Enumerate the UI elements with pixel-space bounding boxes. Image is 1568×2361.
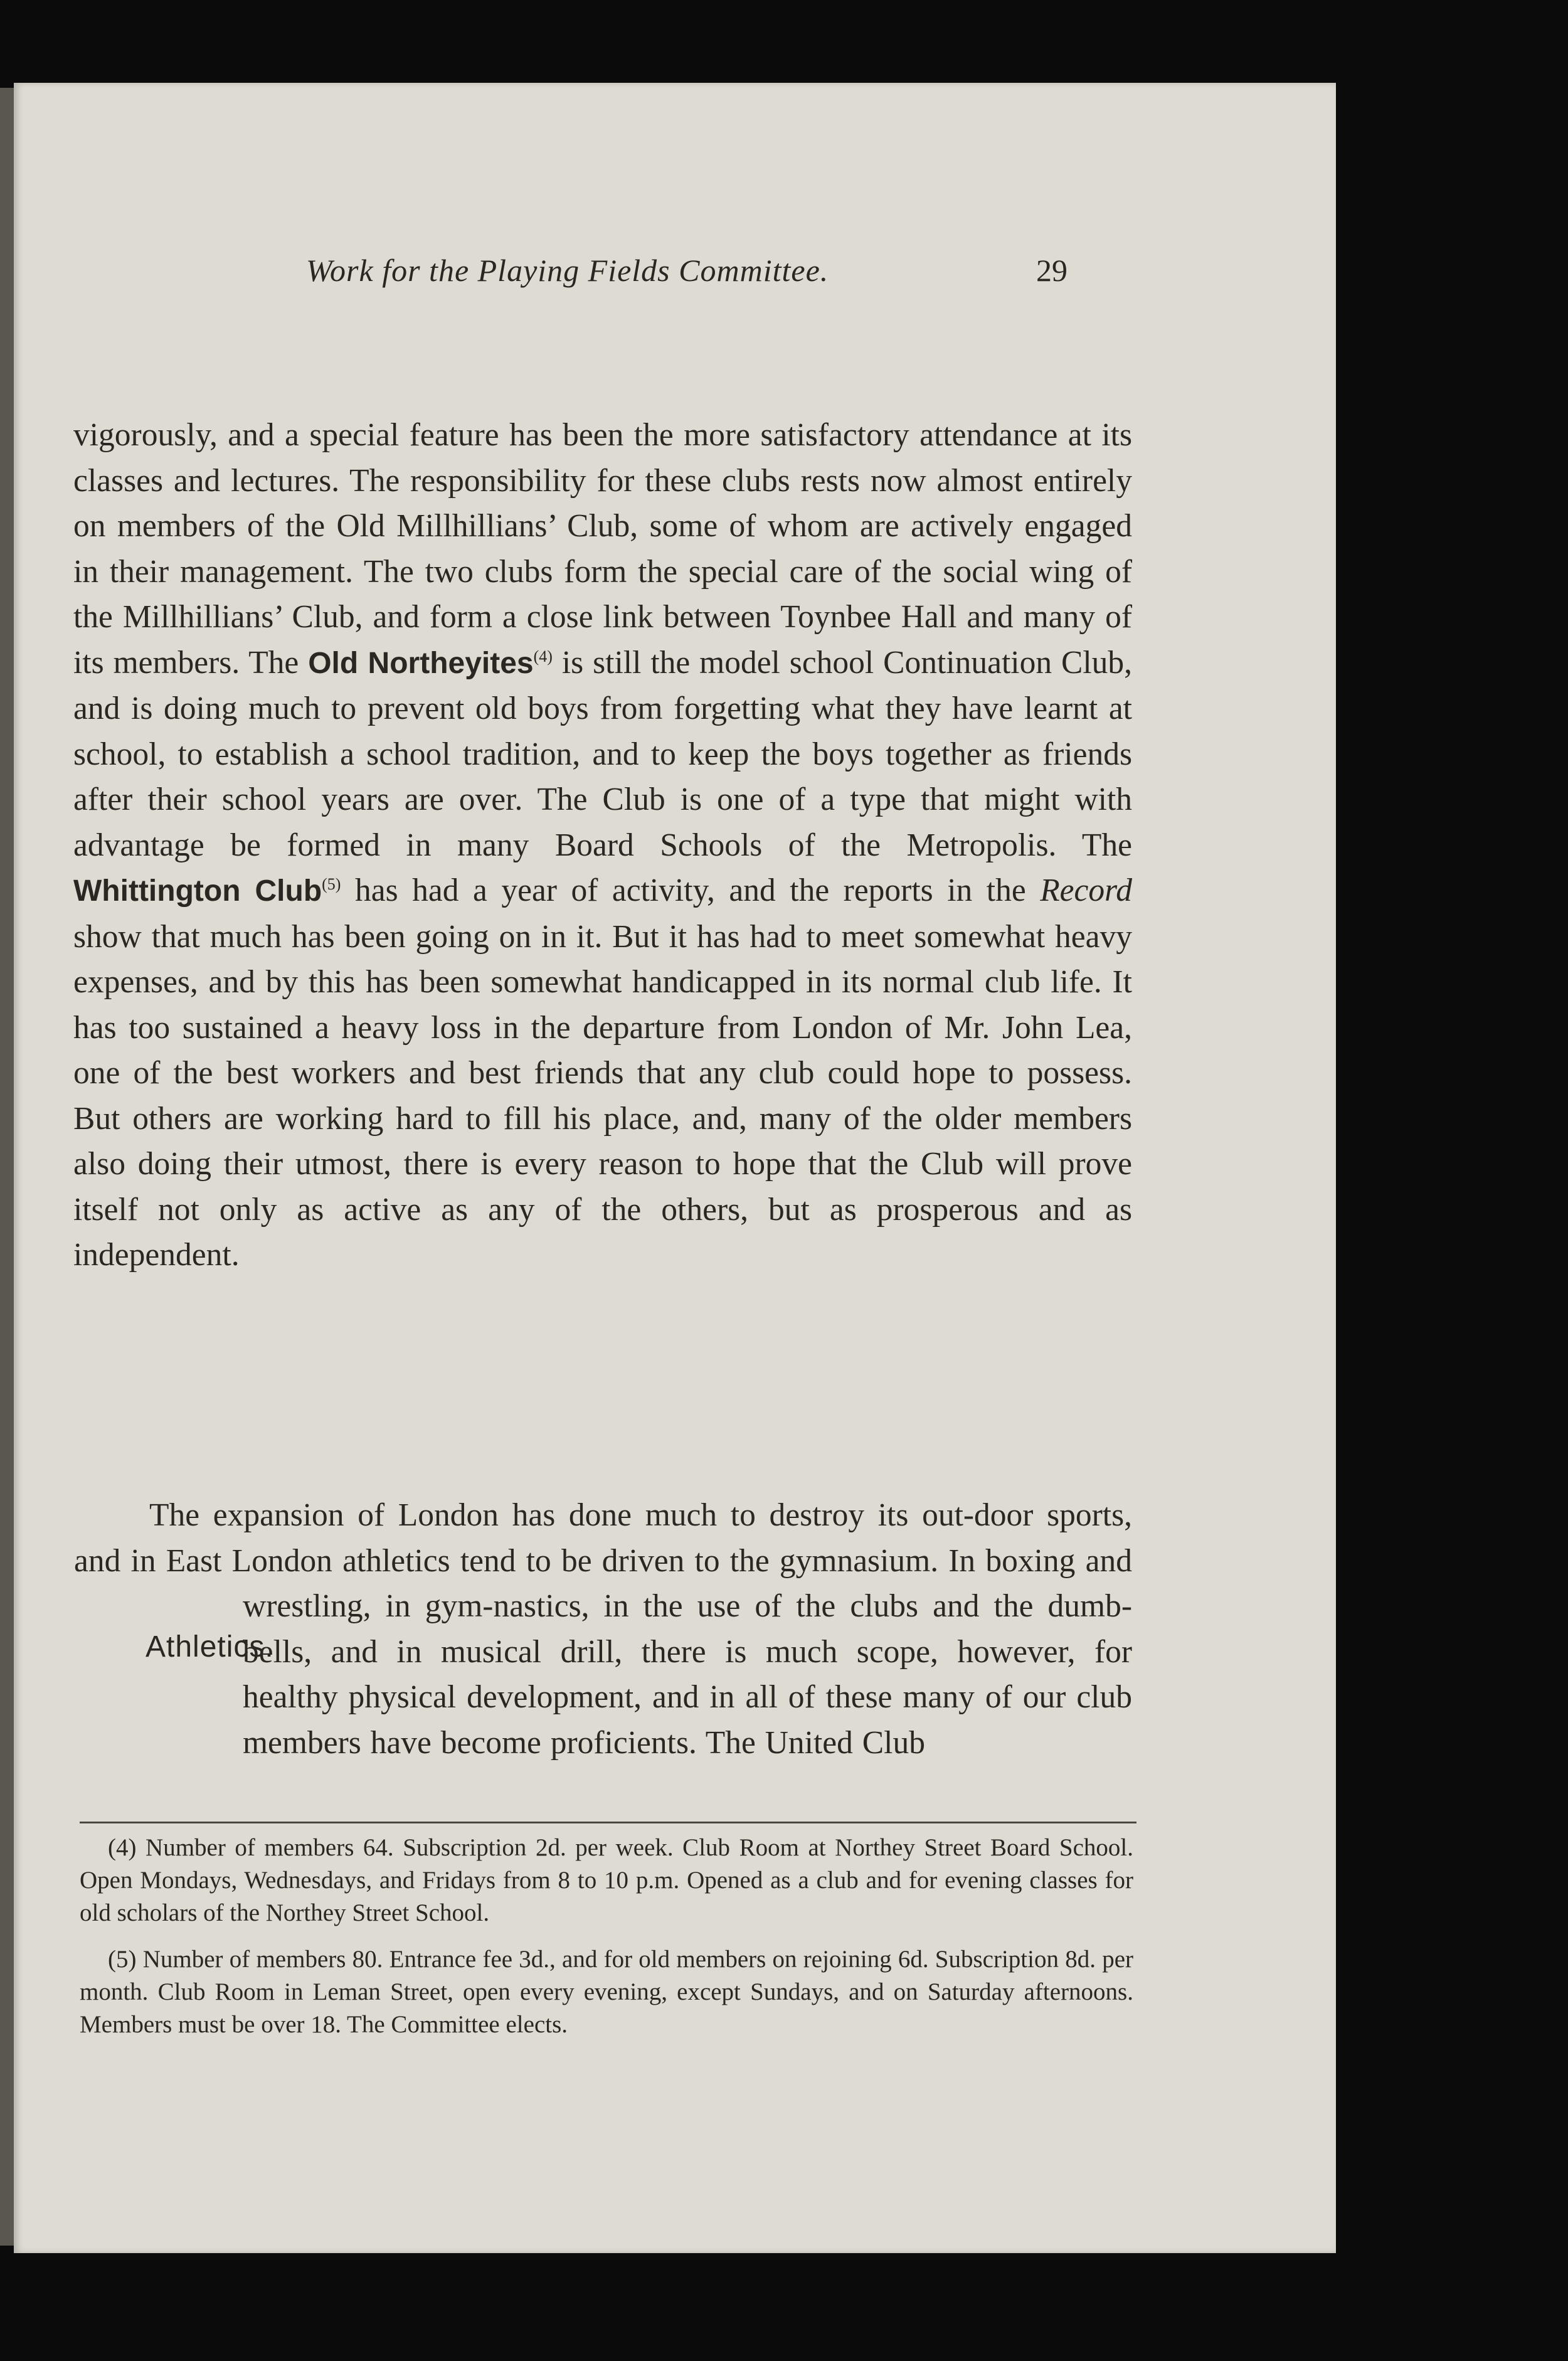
footnote-divider [80, 1822, 1136, 1823]
footnote-ref-5: (5) [322, 874, 341, 893]
running-title: Work for the Playing Fields Committee. [306, 253, 829, 288]
footnote-5: (5) Number of members 80. Entrance fee 3d., and for old members on rejoining 6d. Subscription 8d. per month. Club Room in Leman Street, open every evening, except Sundays, and on Saturday afternoons. Members must be over 18. The Committee elects. [80, 1946, 1133, 2038]
paragraph1-text-b: is still the model school Continuation Club, and is doing much to prevent old boys from forgetting what they have learnt at school, to establish a school tradition, and to keep the boys together as friends after their school years are over. The Club is one of a type that might with advantage be formed in many Board Schools of the Metropolis. The [73, 644, 1133, 863]
paragraph1-text-a: vigorously, and a special feature has been the more satisfactory attendance at its classes and lectures. The responsibility for these clubs rests now almost entirely on members of the Old Millhillians’ Club, some of whom are actively engaged in their management. The two clubs form the special care of the social wing of the Millhillians’ Club, and form a close link between Toynbee Hall and many of its members. The [73, 417, 1132, 681]
adjacent-page-edge [0, 88, 15, 2246]
paragraph1-text-c: has had a year of activity, and the reports in the [354, 873, 1026, 908]
club-name-whittington: Whittington Club [73, 874, 322, 908]
footnote-4: (4) Number of members 64. Subscription 2d. per week. Club Room at Northey Street Board School. Open Mondays, Wednesdays, and Fridays from 8 to 10 p.m. Opened as a club and for evening classes for old scholars of the Northey Street School. [80, 1834, 1133, 1926]
paragraph-clubs [73, 413, 1132, 1278]
athletics-sidenote-box [146, 1630, 274, 1664]
paragraph1-text-d: show that much has been going on in it. But it has had to meet somewhat heavy expenses, and by this has been somewhat handicapped in its normal club life. It has too sustained a heavy loss in the departure from London of Mr. John Lea, one of the best workers and best friends that any club could hope to possess. But others are working hard to fill his place, and, many of the older members also doing their utmost, there is every reason to hope that the Club will prove itself not only as active as any of the others, but as prosperous and as independent. [73, 918, 1132, 1273]
paragraph2-text: The expansion of London has done much to destroy its out-door sports, and in East London athletics tend to be driven to the gymnasium. In boxing and wrestling, in gym-nastics, in the use of the clubs and the dumb-bells, and in musical drill, there is much scope, however, for healthy physical development, and in all of these many of our club members have become proficients. The United Club [74, 1497, 1132, 1761]
athletics-sidenote: Athletics. [146, 1630, 274, 1663]
running-head [14, 252, 1336, 302]
record-title: Record [1040, 873, 1133, 908]
club-name-old-northeyites: Old Northeyites [308, 646, 534, 680]
footnote-ref-4: (4) [533, 647, 553, 666]
book-page [14, 83, 1336, 2253]
footnotes [80, 1832, 1133, 2055]
page-number: 29 [1036, 253, 1067, 288]
